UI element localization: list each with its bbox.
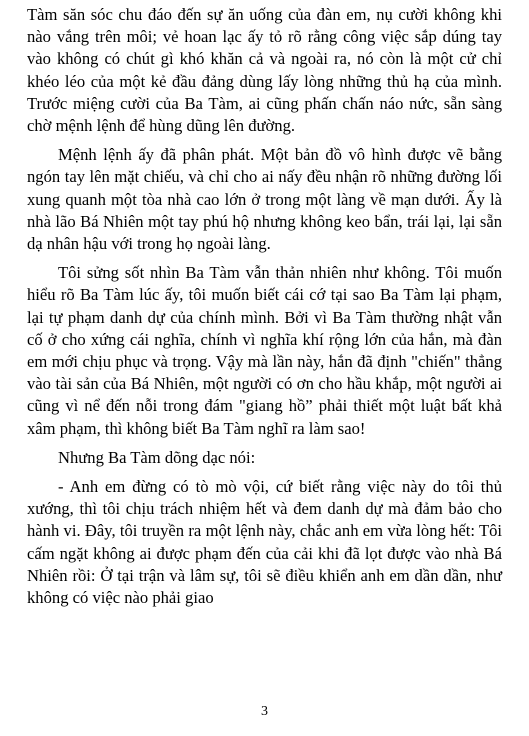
paragraph-3: Tôi sửng sốt nhìn Ba Tàm vẫn thản nhiên như không. Tôi muốn hiểu rõ Ba Tàm lúc ấy, tôi muốn biết cái cớ tại sao Ba Tàm lại phạm, lại tự phạm danh dự của chính mình. Bởi vì Ba Tàm thường nhật vẫn cố ở cho xứng cái nghĩa, chính vì nghĩa khí rộng lớn của hắn, mà đàn em mới chịu phục và trọng. Vậy mà lần này, hắn đã định "chiến" thẳng vào tài sản của Bá Nhiên, một người có ơn cho hầu khắp, một người ai cũng vì nể đến nỗi trong đám "giang hồ” phải thiết một luật bất khả xâm phạm, thì không biết Ba Tàm nghĩ ra làm sao! <box>27 263 502 438</box>
page-body <box>27 4 502 609</box>
paragraph-2: Mệnh lệnh ấy đã phân phát. Một bản đồ vô hình được vẽ bằng ngón tay lên mặt chiếu, và chỉ cho ai nấy đều nhận rõ những đường lối xung quanh một tòa nhà cao lớn ở trong một làng về mạn dưới. Ấy là nhà lão Bá Nhiên một tay phú hộ nhưng không keo bẩn, trái lại, lại sẵn dạ nhân hậu với trong họ ngoài làng. <box>27 145 502 254</box>
paragraph-1: Tàm săn sóc chu đáo đến sự ăn uống của đàn em, nụ cười không khi nào vắng trên môi; vẻ hoan lạc ấy tỏ rõ rằng công việc sắp dúng tay vào không có chút gì khó khăn cả và ngoài ra, nó còn là một cử chỉ khéo léo của một kẻ đầu đảng dùng lấy lòng những thủ hạ của mình. Trước miệng cười của Ba Tàm, ai cũng phấn chấn náo nức, sẵn sàng chờ mệnh lệnh để hùng dũng lên đường. <box>27 5 502 136</box>
page-number: 3 <box>261 704 268 719</box>
paragraph-4: Nhưng Ba Tàm dõng dạc nói: <box>58 447 256 467</box>
paragraph-5: - Anh em đừng có tò mò vội, cứ biết rằng việc này do tôi thủ xướng, thì tôi chịu trách nhiệm hết và đem danh dự mà đảm bảo cho hành vi. Đây, tôi truyền ra một lệnh này, chắc anh em vừa lòng hết: Tôi cấm ngặt không ai được phạm đến của cải khi đã lọt được vào nhà Bá Nhiên rồi: Ở tại trận và lâm sự, tôi sẽ điều khiển anh em dần dần, như không có việc nào phải giao <box>27 477 502 608</box>
